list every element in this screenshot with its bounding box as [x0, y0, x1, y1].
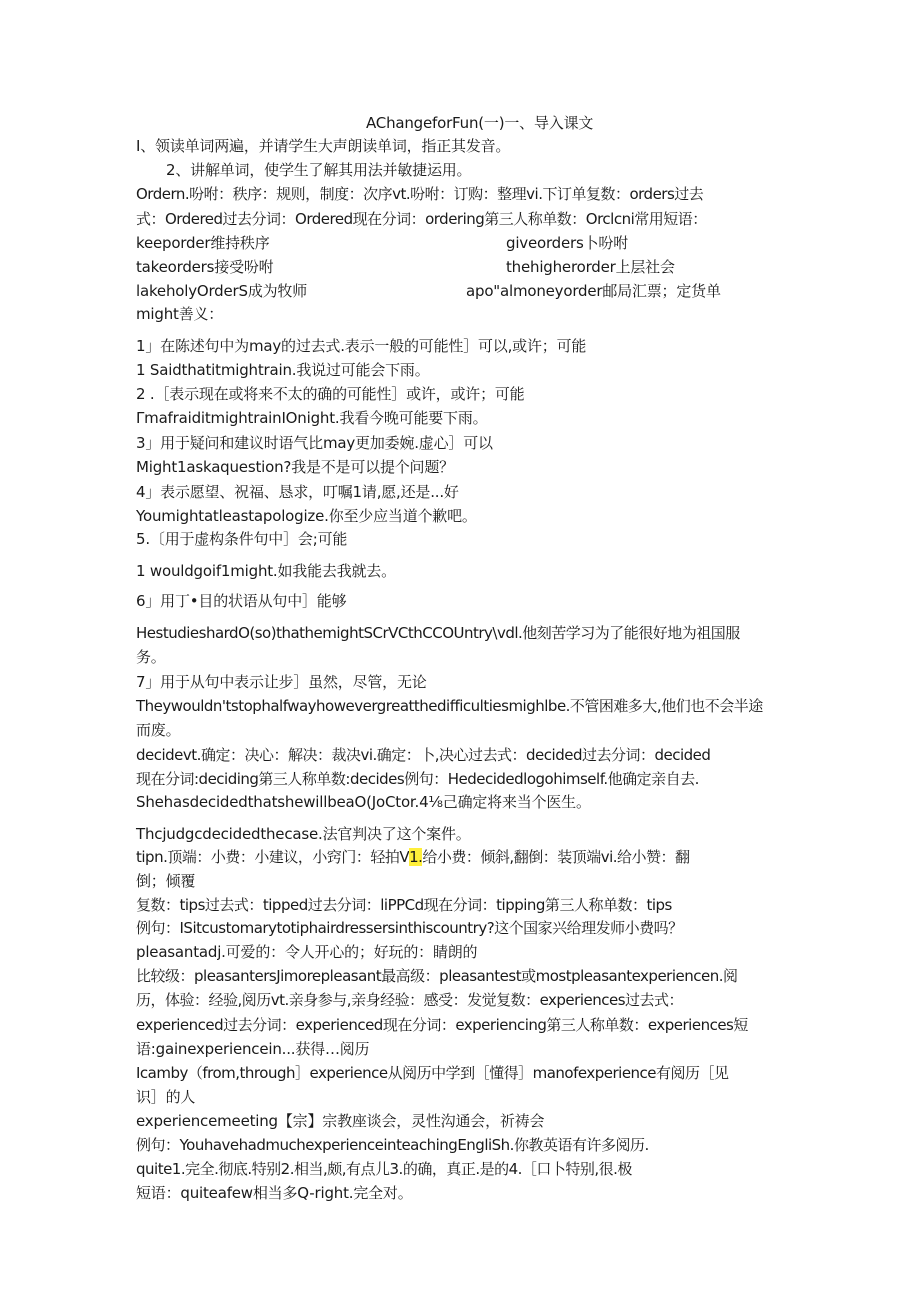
might-example-7-line-1: Theywouldn'tstophalfwayhowevergreatthedifficultiesmighlbe.不管困难多大,他们也不会半途 [136, 697, 763, 715]
order-phrase: keeporder维持秩序 [136, 234, 270, 252]
might-example-2: ΓmafraiditmightrainIOnight.我看今晚可能要下雨。 [136, 409, 488, 427]
experience-line-1: 历，体验：经验,阅历vt.亲身参与,亲身经验：感受：发觉复数：experiences过去式： [136, 991, 684, 1009]
experience-line-6: experiencemeeting【宗】宗教座谈会，灵性沟通会，祈祷会 [136, 1112, 545, 1130]
experience-example: 例句：YouhavehadmuchexperienceinteachingEngliSh.你教英语有许多阅历. [136, 1136, 649, 1154]
tip-example: 例句：ISitcustomarytotiphairdressersinthiscountry?这个国家兴给理发师小费吗？ [136, 919, 683, 937]
order-phrase: takeorders接受吩咐 [136, 258, 274, 276]
pleasant-line-2: 比较级：pleasantersJimorepleasant最高级：pleasantest或mostpleasantexperiencen.阅 [136, 967, 738, 985]
tip-text-a: tipn.顶端：小费：小建议，小窍门：轻拍V [136, 848, 410, 866]
might-sense-6: 6」用丁•目的状语从句中］能够 [136, 592, 347, 610]
document-title: AChangeforFun(一)一、导入课文 [366, 114, 594, 132]
tip-line-3: 复数：tips过去式：tipped过去分词：liPPCd现在分词：tipping第三人称单数：tips [136, 896, 672, 914]
experience-line-3: 语:gainexperiencein...获得…阅历 [136, 1040, 370, 1058]
decide-line-2: 现在分词:deciding第三人称单数:decides例句：Hedecidedlogohimself.他确定亲自去. [136, 770, 699, 788]
tip-line-1 [136, 847, 690, 867]
highlighted-text: 1. [409, 848, 423, 866]
decide-line-3: ShehasdecidedthatshewillbeaΟ(JoCtor.4⅛己确定将来当个医生。 [136, 793, 591, 811]
quite-line-1: quite1.完全.彻底.特别2.相当,颇,有点儿3.的确，真正.是的4.［口卜特别,很.极 [136, 1160, 632, 1178]
order-phrase: apo"almoneyorder邮局汇票；定货单 [466, 282, 721, 300]
might-sense-3: 3」用于疑问和建议时语气比may更加委婉.虚心］可以 [136, 434, 493, 452]
might-sense-5: 5.〔用于虚构条件句中］会;可能 [136, 530, 348, 548]
might-example-1: 1 Saidthatitmightrain.我说过可能会下雨。 [136, 361, 430, 379]
order-definition-line-2: 式：Ordered过去分词：Ordered现在分词：ordering第三人称单数：Orclcni常用短语： [136, 210, 707, 228]
decide-line-4: Thcjudgcdecidedthecase.法官判决了这个案件。 [136, 825, 471, 843]
might-example-7-line-2: 而废。 [136, 721, 181, 739]
might-example-5: 1 wouldgoif1might.如我能去我就去。 [136, 562, 396, 580]
step-2: 2、讲解单词，使学生了解其用法并敏捷运用。 [166, 161, 472, 179]
decide-line-1: decidevt.确定：决心：解决：裁决vi.确定：卜,决心过去式：decided过去分词：decided [136, 746, 711, 764]
quite-line-2: 短语：quiteafew相当多Q-right.完全对。 [136, 1184, 413, 1202]
experience-line-4: Icamby（from,through］experience从阅历中学到［懂得］manofexperience有阅历［见 [136, 1064, 729, 1082]
pleasant-line-1: pleasantadj.可爱的：令人开心的；好玩的：睛朗的 [136, 943, 478, 961]
might-sense-1: 1」在陈述句中为may的过去式.表示一般的可能性］可以,或许；可能 [136, 337, 587, 355]
might-example-6-line-1: HestudieshardΟ(so)thathemightSCrVCthCCOUntry\vdl.他刻苦学习为了能很好地为祖国服 [136, 624, 740, 642]
tip-text-b: 给小费：倾斜,翻倒：装顶端vi.给小赞：翻 [422, 848, 690, 866]
order-phrase: lakeholyOrderS成为牧师 [136, 282, 308, 300]
might-example-3: Might1askaquestion?我是不是可以提个问题？ [136, 458, 454, 476]
order-phrase: giveorders卜吩咐 [506, 234, 629, 252]
experience-line-5: 识］的人 [136, 1088, 196, 1106]
order-phrase: thehigherorder上层社会 [506, 258, 675, 276]
might-heading: might善义： [136, 305, 224, 323]
experience-line-2: experienced过去分词：experienced现在分词：experiencing第三人称单数：experiences短 [136, 1016, 748, 1034]
might-example-4: Youmightatleastapologize.你至少应当道个歉吧。 [136, 507, 477, 525]
might-sense-4: 4」表示愿望、祝福、恳求，叮嘱1请,愿,还是...好 [136, 483, 459, 501]
tip-line-2: 倒；倾覆 [136, 872, 196, 890]
might-example-6-line-2: 务。 [136, 648, 166, 666]
might-sense-7: 7」用于从句中表示让步］虽然，尽管，无论 [136, 673, 427, 691]
order-definition-line-1: Ordern.吩咐：秩序：规则，制度：次序vt.吩咐：订购：整理vi.下订单复数：orders过去 [136, 185, 704, 203]
might-sense-2: 2 .［表示现在或将来不太的确的可能性］或许，或许；可能 [136, 385, 525, 403]
step-1: I、领读单词两遍，并请学生大声朗读单词，指正其发音。 [136, 137, 511, 155]
